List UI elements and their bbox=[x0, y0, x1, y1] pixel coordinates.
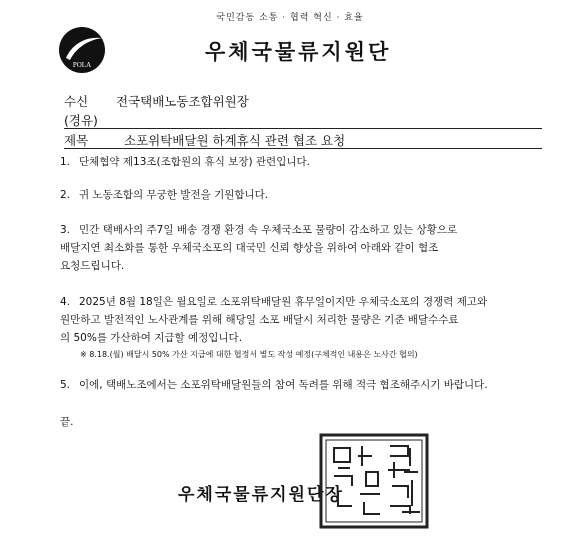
item-text-line-2: 배달지연 최소화를 통한 우체국소포의 대국민 신뢰 향상을 위하여 아래와 같이 협조 bbox=[60, 242, 439, 254]
item-text: 단체협약 제13조(조합원의 휴식 보장) 관련입니다. bbox=[79, 156, 310, 168]
item-text-line-1: 2025년 8월 18일은 월요일로 소포위탁배달원 휴무일이지만 우체국소포의 경쟁력 제고와 bbox=[79, 296, 488, 308]
signer-name: 우체국물류지원단장 bbox=[178, 485, 344, 505]
logo-text: POLA bbox=[72, 61, 92, 69]
body-item-5 bbox=[60, 376, 550, 394]
item-text-line-1: 민간 택배사의 주7일 배송 경쟁 환경 속 우체국소포 물량이 감소하고 있는 상황으로 bbox=[79, 224, 458, 236]
item-number: 2. bbox=[60, 189, 71, 201]
body-item-1 bbox=[60, 153, 550, 171]
item-number: 3. bbox=[60, 224, 71, 236]
item-number: 4. bbox=[60, 296, 71, 308]
recipient-value: 전국택배노동조합위원장 bbox=[116, 94, 249, 109]
subject-label: 제목 bbox=[64, 133, 89, 148]
body-item-2 bbox=[60, 186, 550, 204]
official-seal bbox=[318, 432, 430, 530]
divider-bottom bbox=[64, 148, 542, 149]
via-label: (경유) bbox=[64, 113, 98, 128]
divider-top bbox=[64, 128, 542, 129]
item-number: 1. bbox=[60, 156, 71, 168]
item-text: 귀 노동조합의 무궁한 발전을 기원합니다. bbox=[79, 189, 269, 201]
pola-logo bbox=[58, 26, 106, 74]
slogan: 국민감동 소통 · 협력 혁신 · 효율 bbox=[216, 13, 364, 23]
item-text-line-3: 의 50%를 가산하여 지급할 예정입니다. bbox=[60, 332, 243, 344]
footnote: ※ 8.18.(월) 배달시 50% 가산 지급에 대한 협정서 별도 작성 예정(구체적인 내용은 노사간 협의) bbox=[80, 350, 418, 359]
document-title: 우체국물류지원단 bbox=[205, 40, 392, 64]
via-row bbox=[64, 111, 116, 129]
item-text-line-2: 원만하고 발전적인 노사관계를 위해 해당일 소포 배달시 처리한 물량은 기준 배달수수료 bbox=[60, 314, 459, 326]
subject-row bbox=[64, 131, 345, 149]
item-text-line-3: 요청드립니다. bbox=[60, 260, 125, 272]
end-mark: 끝. bbox=[60, 416, 74, 428]
item-text: 이에, 택배노조에서는 소포위탁배달원들의 참여 독려를 위해 적극 협조해주시기 바랍니다. bbox=[79, 379, 488, 391]
body-item-3 bbox=[60, 221, 550, 275]
item-number: 5. bbox=[60, 379, 71, 391]
subject-value: 소포위탁배달원 하계휴식 관련 협조 요청 bbox=[124, 133, 346, 148]
recipient-row bbox=[64, 92, 249, 110]
body-item-4 bbox=[60, 293, 550, 347]
recipient-label: 수신 bbox=[64, 94, 89, 109]
